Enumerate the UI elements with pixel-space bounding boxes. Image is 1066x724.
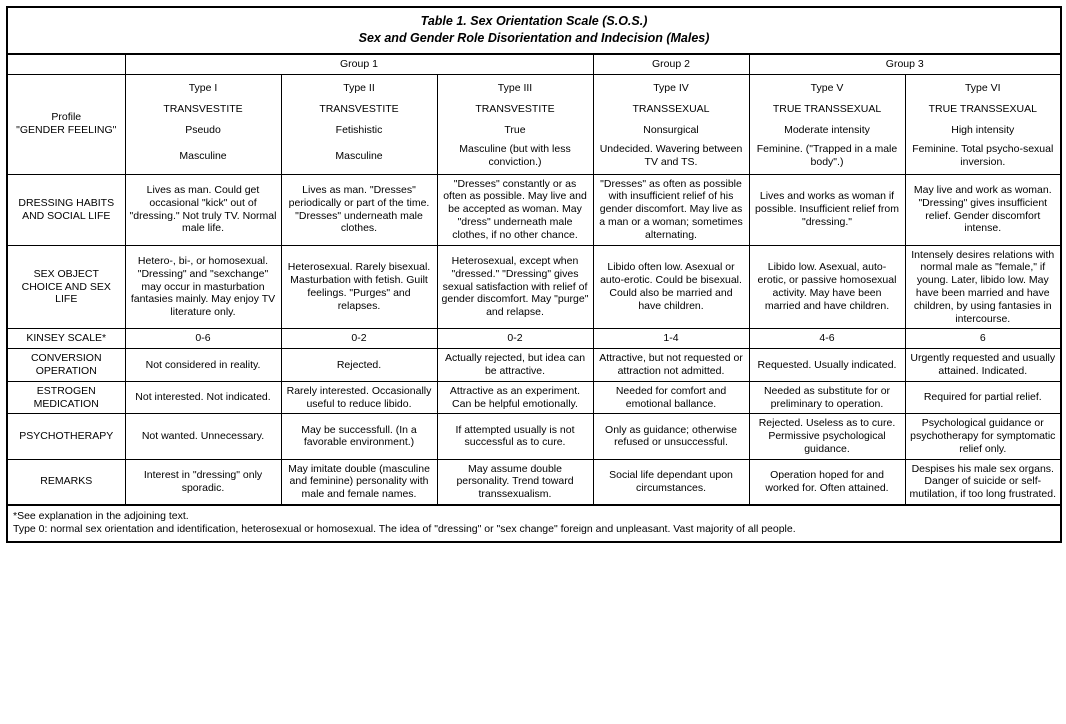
cell-sexlife-2: Heterosexual. Rarely bisexual. Masturbation with fetish. Guilt feelings. "Purges" and relapses.: [281, 245, 437, 329]
group-2-header: Group 2: [593, 54, 749, 74]
profile-row: [7, 74, 1061, 174]
cell-estrogen-5: Needed as substitute for or preliminary to operation.: [749, 381, 905, 414]
table-title: [7, 7, 1061, 54]
profile-type-4: [593, 74, 749, 174]
row-label-dressing-habits: DRESSING HABITS AND SOCIAL LIFE: [7, 174, 125, 245]
title-line-1: Table 1. Sex Orientation Scale (S.O.S.): [420, 14, 648, 28]
type-feeling-5: Feminine. ("Trapped in a male body".): [756, 143, 898, 168]
cell-kinsey-4: 1-4: [593, 329, 749, 349]
type-subtype-1: Pseudo: [185, 124, 221, 137]
type-feeling-2: Masculine: [335, 149, 383, 162]
cell-kinsey-2: 0-2: [281, 329, 437, 349]
row-label-remarks: REMARKS: [7, 459, 125, 505]
type-feeling-1: Masculine: [179, 149, 227, 162]
row-label-sex-object-choice: SEX OBJECT CHOICE AND SEX LIFE: [7, 245, 125, 329]
row-label-conversion-operation: CONVERSION OPERATION: [7, 349, 125, 382]
profile-type-1: [125, 74, 281, 174]
type-subtype-3: True: [504, 124, 526, 137]
type-category-6: TRUE TRANSSEXUAL: [928, 103, 1037, 116]
table-row-dressing-habits: [7, 174, 1061, 245]
cell-sexlife-4: Libido often low. Asexual or auto-erotic. Could be bisexual. Could also be married and have children.: [593, 245, 749, 329]
row-label-kinsey-scale: KINSEY SCALE*: [7, 329, 125, 349]
type-subtype-4: Nonsurgical: [643, 124, 699, 137]
table-row-kinsey-scale: [7, 329, 1061, 349]
cell-remarks-5: Operation hoped for and worked for. Often attained.: [749, 459, 905, 505]
profile-type-2: [281, 74, 437, 174]
type-name-4: Type IV: [653, 82, 689, 95]
cell-estrogen-2: Rarely interested. Occasionally useful to reduce libido.: [281, 381, 437, 414]
footnotes: [7, 505, 1061, 542]
cell-conversion-2: Rejected.: [281, 349, 437, 382]
type-feeling-4: Undecided. Wavering between TV and TS.: [599, 143, 743, 168]
cell-kinsey-6: 6: [905, 329, 1061, 349]
type-name-1: Type I: [188, 82, 218, 95]
group-header-row: [7, 54, 1061, 74]
table-row-psychotherapy: [7, 414, 1061, 459]
cell-dressing-2: Lives as man. "Dresses" periodically or part of the time. "Dresses" underneath male clothes.: [281, 174, 437, 245]
cell-conversion-6: Urgently requested and usually attained. Indicated.: [905, 349, 1061, 382]
footnote-line-2: Type 0: normal sex orientation and identification, heterosexual or homosexual. The idea of "dressing" or "sex change" foreign and unpleasant. Vast majority of all people.: [13, 522, 796, 535]
cell-estrogen-4: Needed for comfort and emotional ballance.: [593, 381, 749, 414]
cell-estrogen-1: Not interested. Not indicated.: [125, 381, 281, 414]
type-subtype-2: Fetishistic: [335, 124, 383, 137]
cell-sexlife-6: Intensely desires relations with normal male as "female," if young. Later, libido low. May have been married and have children, by using fantasies in intercourse.: [905, 245, 1061, 329]
group-3-header: Group 3: [749, 54, 1061, 74]
cell-estrogen-3: Attractive as an experiment. Can be helpful emotionally.: [437, 381, 593, 414]
row-label-estrogen-medication: ESTROGEN MEDICATION: [7, 381, 125, 414]
cell-kinsey-5: 4-6: [749, 329, 905, 349]
type-category-2: TRANSVESTITE: [319, 103, 399, 116]
cell-conversion-4: Attractive, but not requested or attraction not admitted.: [593, 349, 749, 382]
sos-table: [6, 6, 1062, 543]
group-1-header: Group 1: [125, 54, 593, 74]
table-title-row: [7, 7, 1061, 54]
cell-psychotherapy-3: If attempted usually is not successful as to cure.: [437, 414, 593, 459]
type-subtype-5: Moderate intensity: [784, 124, 870, 137]
profile-type-6: [905, 74, 1061, 174]
cell-psychotherapy-1: Not wanted. Unnecessary.: [125, 414, 281, 459]
cell-remarks-1: Interest in "dressing" only sporadic.: [125, 459, 281, 505]
type-category-5: TRUE TRANSSEXUAL: [772, 103, 882, 116]
cell-remarks-3: May assume double personality. Trend toward transsexualism.: [437, 459, 593, 505]
table-row-estrogen-medication: [7, 381, 1061, 414]
row-label-psychotherapy: PSYCHOTHERAPY: [7, 414, 125, 459]
cell-remarks-4: Social life dependant upon circumstances.: [593, 459, 749, 505]
type-name-5: Type V: [810, 82, 844, 95]
type-category-4: TRANSSEXUAL: [632, 103, 710, 116]
footnote-row: [7, 505, 1061, 542]
cell-sexlife-5: Libido low. Asexual, auto-erotic, or passive homosexual activity. May have been married and have children.: [749, 245, 905, 329]
table-row-conversion-operation: [7, 349, 1061, 382]
profile-label-line-2: "GENDER FEELING": [16, 124, 117, 137]
cell-conversion-5: Requested. Usually indicated.: [749, 349, 905, 382]
profile-type-3: [437, 74, 593, 174]
cell-dressing-3: "Dresses" constantly or as often as possible. May live and be accepted as woman. May "dress" underneath male clothes, if no other chance.: [437, 174, 593, 245]
cell-psychotherapy-2: May be successfull. (In a favorable environment.): [281, 414, 437, 459]
cell-dressing-4: "Dresses" as often as possible with insufficient relief of his gender discomfort. May live as a man or a woman; sometimes alternating.: [593, 174, 749, 245]
table-row-sex-object-choice: [7, 245, 1061, 329]
table-row-remarks: [7, 459, 1061, 505]
cell-kinsey-1: 0-6: [125, 329, 281, 349]
cell-psychotherapy-4: Only as guidance; otherwise refused or unsuccessful.: [593, 414, 749, 459]
type-subtype-6: High intensity: [951, 124, 1015, 137]
type-name-2: Type II: [343, 82, 375, 95]
cell-psychotherapy-6: Psychological guidance or psychotherapy for symptomatic relief only.: [905, 414, 1061, 459]
profile-row-label: [7, 74, 125, 174]
title-line-2: Sex and Gender Role Disorientation and Indecision (Males): [358, 30, 710, 45]
cell-conversion-3: Actually rejected, but idea can be attractive.: [437, 349, 593, 382]
cell-dressing-5: Lives and works as woman if possible. Insufficient relief from "dressing.": [749, 174, 905, 245]
profile-label-line-1: Profile: [51, 111, 82, 124]
group-header-blank: [7, 54, 125, 74]
type-name-3: Type III: [497, 82, 533, 95]
cell-sexlife-1: Hetero-, bi-, or homosexual. "Dressing" and "sexchange" may occur in masturbation fantasies mainly. May enjoy TV literature only.: [125, 245, 281, 329]
type-feeling-3: Masculine (but with less conviction.): [459, 143, 571, 168]
footnote-line-1: *See explanation in the adjoining text.: [13, 510, 189, 523]
cell-kinsey-3: 0-2: [437, 329, 593, 349]
cell-remarks-2: May imitate double (masculine and feminine) personality with male and female names.: [281, 459, 437, 505]
profile-type-5: [749, 74, 905, 174]
type-category-3: TRANSVESTITE: [475, 103, 555, 116]
type-category-1: TRANSVESTITE: [163, 103, 243, 116]
type-feeling-6: Feminine. Total psycho-sexual inversion.: [912, 143, 1054, 168]
cell-dressing-6: May live and work as woman. "Dressing" gives insufficient relief. Gender discomfort intense.: [905, 174, 1061, 245]
type-name-6: Type VI: [964, 82, 1001, 95]
cell-estrogen-6: Required for partial relief.: [905, 381, 1061, 414]
cell-psychotherapy-5: Rejected. Useless as to cure. Permissive psychological guidance.: [749, 414, 905, 459]
cell-dressing-1: Lives as man. Could get occasional "kick" out of "dressing." Not truly TV. Normal male life.: [125, 174, 281, 245]
cell-conversion-1: Not considered in reality.: [125, 349, 281, 382]
cell-sexlife-3: Heterosexual, except when "dressed." "Dressing" gives sexual satisfaction with relief of gender discomfort. May "purge" and relapse.: [437, 245, 593, 329]
cell-remarks-6: Despises his male sex organs. Danger of suicide or self-mutilation, if too long frustrated.: [905, 459, 1061, 505]
